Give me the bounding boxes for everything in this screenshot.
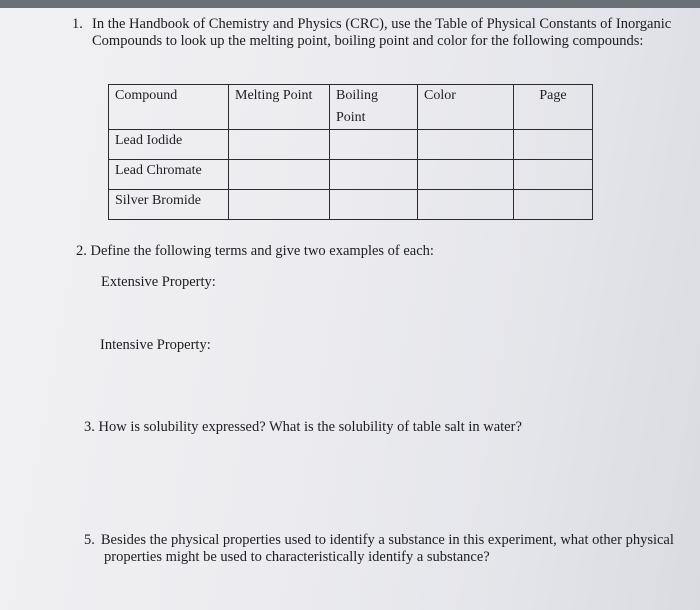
cell-melting-point[interactable]: [229, 160, 330, 190]
question-5-line-2: properties might be used to characteristically identify a substance?: [104, 549, 490, 565]
cell-melting-point[interactable]: [229, 130, 330, 160]
header-page: Page: [514, 85, 593, 130]
cell-color[interactable]: [418, 160, 514, 190]
top-edge: [0, 0, 700, 8]
cell-boiling-point[interactable]: [330, 160, 418, 190]
table-row: [109, 160, 593, 190]
header-color: Color: [418, 85, 514, 130]
compounds-table: [108, 84, 593, 220]
cell-melting-point[interactable]: [229, 190, 330, 220]
cell-page[interactable]: [514, 160, 593, 190]
question-2: 2. Define the following terms and give two examples of each:: [76, 243, 434, 259]
question-1-line-2: Compounds to look up the melting point, boiling point and color for the following compounds:: [92, 33, 644, 49]
cell-page[interactable]: [514, 190, 593, 220]
cell-boiling-point[interactable]: [330, 190, 418, 220]
table-header-row: [109, 85, 593, 130]
cell-compound: Lead Chromate: [109, 160, 229, 190]
header-melting-point: Melting Point: [229, 85, 330, 130]
extensive-property-label: Extensive Property:: [101, 274, 216, 290]
intensive-property-label: Intensive Property:: [100, 337, 211, 353]
header-boiling-point: Boiling Point: [330, 85, 418, 130]
cell-color[interactable]: [418, 130, 514, 160]
question-5-number: 5.: [84, 532, 95, 548]
question-1-line-1: In the Handbook of Chemistry and Physics (CRC), use the Table of Physical Constants of Inorganic: [92, 16, 672, 32]
cell-color[interactable]: [418, 190, 514, 220]
cell-boiling-point[interactable]: [330, 130, 418, 160]
table-row: [109, 130, 593, 160]
cell-compound: Silver Bromide: [109, 190, 229, 220]
cell-compound: Lead Iodide: [109, 130, 229, 160]
table-row: [109, 190, 593, 220]
question-1-number: 1.: [72, 16, 83, 32]
cell-page[interactable]: [514, 130, 593, 160]
question-5: [84, 532, 674, 566]
question-5-line-1: Besides the physical properties used to identify a substance in this experiment, what other physical: [100, 532, 674, 548]
header-compound: Compound: [109, 85, 229, 130]
question-3: 3. How is solubility expressed? What is the solubility of table salt in water?: [84, 419, 522, 435]
